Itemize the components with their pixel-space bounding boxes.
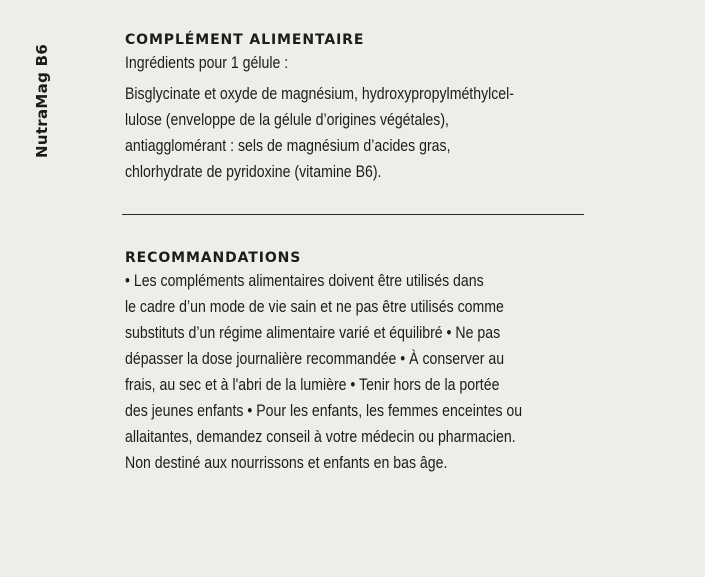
supplement-heading: COMPLÉMENT ALIMENTAIRE: [125, 32, 365, 48]
recommendations-line: frais, au sec et à l'abri de la lumière • Tenir hors de la portée: [125, 375, 500, 394]
ingredients-paragraph: [125, 81, 514, 185]
recommendations-line: allaitantes, demandez conseil à votre médecin ou pharmacien.: [125, 427, 516, 446]
recommendations-line: Non destiné aux nourrissons et enfants en bas âge.: [125, 453, 448, 472]
ingredients-subheading: Ingrédients pour 1 gélule :: [125, 53, 289, 72]
recommendations-line: • Les compléments alimentaires doivent être utilisés dans: [125, 271, 484, 290]
ingredients-line: chlorhydrate de pyridoxine (vitamine B6).: [125, 162, 382, 181]
product-name-vertical: NutraMag B6: [33, 43, 51, 158]
recommendations-line: substituts d’un régime alimentaire varié et équilibré • Ne pas: [125, 323, 501, 342]
recommendations-paragraph: [125, 268, 522, 476]
recommendations-heading: RECOMMANDATIONS: [125, 250, 302, 266]
section-divider: [122, 214, 584, 215]
ingredients-intro: [125, 50, 288, 76]
ingredients-line: lulose (enveloppe de la gélule d’origines végétales),: [125, 110, 449, 129]
recommendations-line: des jeunes enfants • Pour les enfants, les femmes enceintes ou: [125, 401, 523, 420]
ingredients-line: Bisglycinate et oxyde de magnésium, hydroxypropylméthylcel-: [125, 84, 514, 103]
ingredients-line: antiagglomérant : sels de magnésium d’acides gras,: [125, 136, 451, 155]
recommendations-line: dépasser la dose journalière recommandée • À conserver au: [125, 349, 505, 368]
recommendations-line: le cadre d’un mode de vie sain et ne pas être utilisés comme: [125, 297, 504, 316]
